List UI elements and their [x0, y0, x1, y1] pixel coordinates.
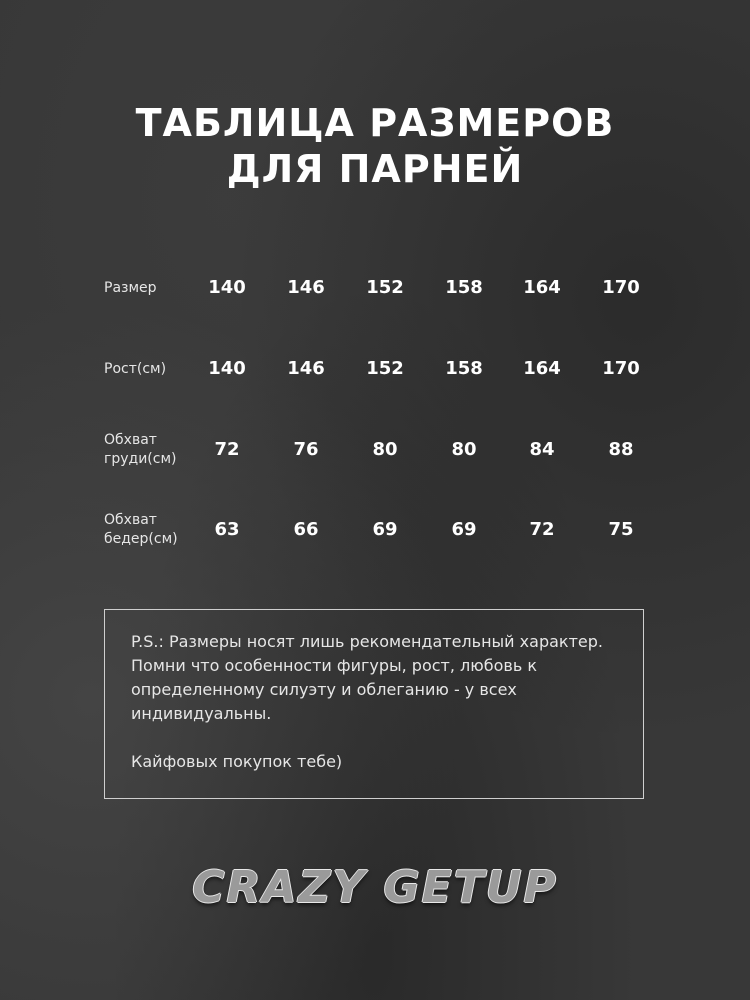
table-cell: 76	[293, 439, 319, 460]
table-cell: 152	[366, 277, 404, 298]
row-label	[104, 511, 178, 549]
table-cell: 146	[287, 277, 325, 298]
table-cell: 80	[372, 439, 398, 460]
table-cell: 170	[602, 358, 640, 379]
table-cell: 140	[208, 277, 246, 298]
table-cell: 69	[372, 519, 398, 540]
table-cell: 152	[366, 358, 404, 379]
table-cell: 80	[451, 439, 477, 460]
table-cell: 164	[523, 358, 561, 379]
row-label	[104, 360, 166, 379]
table-cell: 66	[293, 519, 319, 540]
table-cell: 75	[608, 519, 634, 540]
page-title-line-2: ДЛЯ ПАРНЕЙ	[226, 147, 524, 191]
table-cell: 140	[208, 358, 246, 379]
row-label-line: Размер	[104, 279, 157, 296]
row-label-line: бедер(см)	[104, 531, 178, 547]
page-title-line-1: ТАБЛИЦА РАЗМЕРОВ	[135, 101, 615, 145]
row-label-line: Обхват	[104, 512, 157, 528]
note-text: P.S.: Размеры носят лишь рекомендательный характер. Помни что особенности фигуры, рост, любовь к определенному силуэту и облеганию - у всех индивидуальны.	[131, 632, 603, 723]
table-cell: 158	[445, 277, 483, 298]
note-thanks: Кайфовых покупок тебе)	[131, 752, 343, 771]
table-cell: 146	[287, 358, 325, 379]
brand-logo: CRAZY GETUP	[192, 862, 558, 913]
table-cell: 158	[445, 358, 483, 379]
row-label	[104, 431, 177, 469]
row-label-line: Рост(см)	[104, 360, 167, 377]
table-cell: 170	[602, 277, 640, 298]
table-cell: 84	[529, 439, 555, 460]
table-cell: 88	[608, 439, 634, 460]
row-label	[104, 279, 157, 298]
table-cell: 69	[451, 519, 477, 540]
table-cell: 72	[529, 519, 555, 540]
row-label-line: Обхват	[104, 432, 157, 448]
table-cell: 72	[214, 439, 240, 460]
table-cell: 63	[214, 519, 240, 540]
table-cell: 164	[523, 277, 561, 298]
row-label-line: груди(см)	[104, 451, 177, 467]
note-box	[104, 609, 644, 799]
